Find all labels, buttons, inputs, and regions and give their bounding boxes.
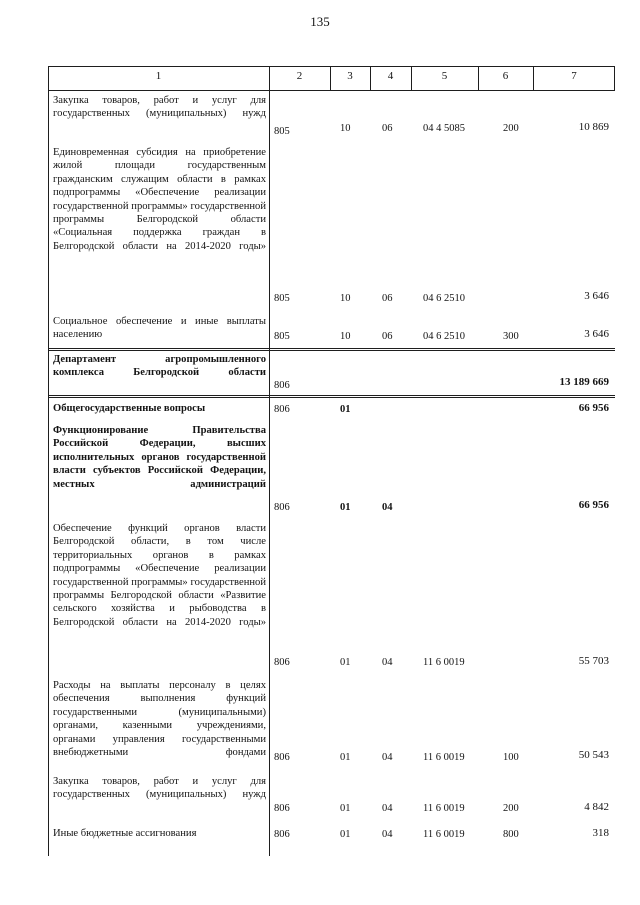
row-description: Социальное обеспечение и иные выплаты населению xyxy=(53,316,266,341)
row-description: Иные бюджетные ассигнования xyxy=(53,828,197,839)
row-code-3: 10 xyxy=(340,331,351,342)
row-code-6: 800 xyxy=(503,829,519,840)
row-code-5: 11 6 0019 xyxy=(423,803,465,814)
row-divider xyxy=(48,397,615,398)
row-code-5: 11 6 0019 xyxy=(423,657,465,668)
row-code-2: 805 xyxy=(274,331,290,342)
row-code-6: 300 xyxy=(503,331,519,342)
row-code-2: 806 xyxy=(274,380,290,391)
row-code-4: 06 xyxy=(382,293,393,304)
row-code-3: 10 xyxy=(340,293,351,304)
row-amount: 4 842 xyxy=(584,801,609,813)
section-title: Общегосударственные вопросы xyxy=(53,403,206,414)
table-border-top xyxy=(48,66,615,67)
department-title: Департамент агропромышленного комплекса Белгородской области xyxy=(53,354,266,379)
header-divider xyxy=(48,90,615,91)
row-code-2: 806 xyxy=(274,752,290,763)
row-code-2: 805 xyxy=(274,126,290,137)
row-code-3: 01 xyxy=(340,657,351,668)
row-code-2: 806 xyxy=(274,803,290,814)
row-code-5: 11 6 0019 xyxy=(423,752,465,763)
row-code-6: 100 xyxy=(503,752,519,763)
row-code-4: 06 xyxy=(382,331,393,342)
row-code-5: 04 6 2510 xyxy=(423,331,465,342)
row-code-4: 04 xyxy=(382,803,393,814)
row-description: Обеспечение функций органов власти Белгородской области, в том числе территориальных органов в рамках подпрограммы «Обеспечение реализации государственной программы» государственной программы Белгородской области «Развитие сельского хозяйства и рыбоводства в Белгородской области на 2014-2020 годы» xyxy=(53,523,266,628)
row-code-3: 01 xyxy=(340,829,351,840)
header-col-1: 1 xyxy=(155,70,162,82)
row-code-2: 805 xyxy=(274,293,290,304)
subsection-title: Функционирование Правительства Российской Федерации, высших исполнительных органов государственной власти субъектов Российской Федерации, местных администраций xyxy=(53,425,266,490)
row-code-5: 11 6 0019 xyxy=(423,829,465,840)
row-code-2: 806 xyxy=(274,404,290,415)
department-total: 13 189 669 xyxy=(559,376,609,388)
row-description: Расходы на выплаты персоналу в целях обеспечения выполнения функций государственными (муниципальными) органами, казенными учреждениями, органами управления государственными внебюджетными фондами xyxy=(53,680,266,759)
row-amount: 318 xyxy=(592,827,609,839)
row-description: Закупка товаров, работ и услуг для государственных (муниципальных) нужд xyxy=(53,95,266,120)
header-col-5: 5 xyxy=(441,70,448,82)
row-code-3: 01 xyxy=(340,752,351,763)
table-border-left xyxy=(48,66,49,856)
row-amount: 55 703 xyxy=(578,655,609,667)
row-code-2: 806 xyxy=(274,657,290,668)
row-code-2: 806 xyxy=(274,502,290,513)
row-code-3: 10 xyxy=(340,123,351,134)
section-total: 66 956 xyxy=(578,402,609,414)
row-amount: 10 869 xyxy=(578,121,609,133)
budget-table xyxy=(48,66,615,856)
row-amount: 50 543 xyxy=(578,749,609,761)
row-code-4: 04 xyxy=(382,752,393,763)
row-description: Закупка товаров, работ и услуг для государственных (муниципальных) нужд xyxy=(53,776,266,801)
row-description: Единовременная субсидия на приобретение жилой площади государственным гражданским служащим области в рамках подпрограммы «Обеспечение реализации государственной программы» государственной программы Белгородской области «Социальная поддержка граждан в Белгородской области на 2014-2020 годы» xyxy=(53,147,266,252)
row-code-5: 04 4 5085 xyxy=(423,123,465,134)
row-code-5: 04 6 2510 xyxy=(423,293,465,304)
row-code-4: 06 xyxy=(382,123,393,134)
row-amount: 3 646 xyxy=(584,290,609,302)
header-col-4: 4 xyxy=(387,70,394,82)
header-col-3: 3 xyxy=(347,70,353,82)
page-number: 135 xyxy=(310,14,330,29)
row-divider xyxy=(48,395,615,396)
header-col-6: 6 xyxy=(502,70,509,82)
subsection-total: 66 956 xyxy=(578,499,609,511)
row-code-3: 01 xyxy=(340,404,351,415)
row-code-4: 04 xyxy=(382,829,393,840)
row-code-3: 01 xyxy=(340,502,351,513)
row-code-6: 200 xyxy=(503,123,519,134)
row-amount: 3 646 xyxy=(584,328,609,340)
row-code-4: 04 xyxy=(382,657,393,668)
row-code-2: 806 xyxy=(274,829,290,840)
row-code-6: 200 xyxy=(503,803,519,814)
column-divider xyxy=(269,66,270,856)
header-col-7: 7 xyxy=(571,70,577,82)
row-code-4: 04 xyxy=(382,502,393,513)
row-code-3: 01 xyxy=(340,803,351,814)
header-col-2: 2 xyxy=(296,70,303,82)
